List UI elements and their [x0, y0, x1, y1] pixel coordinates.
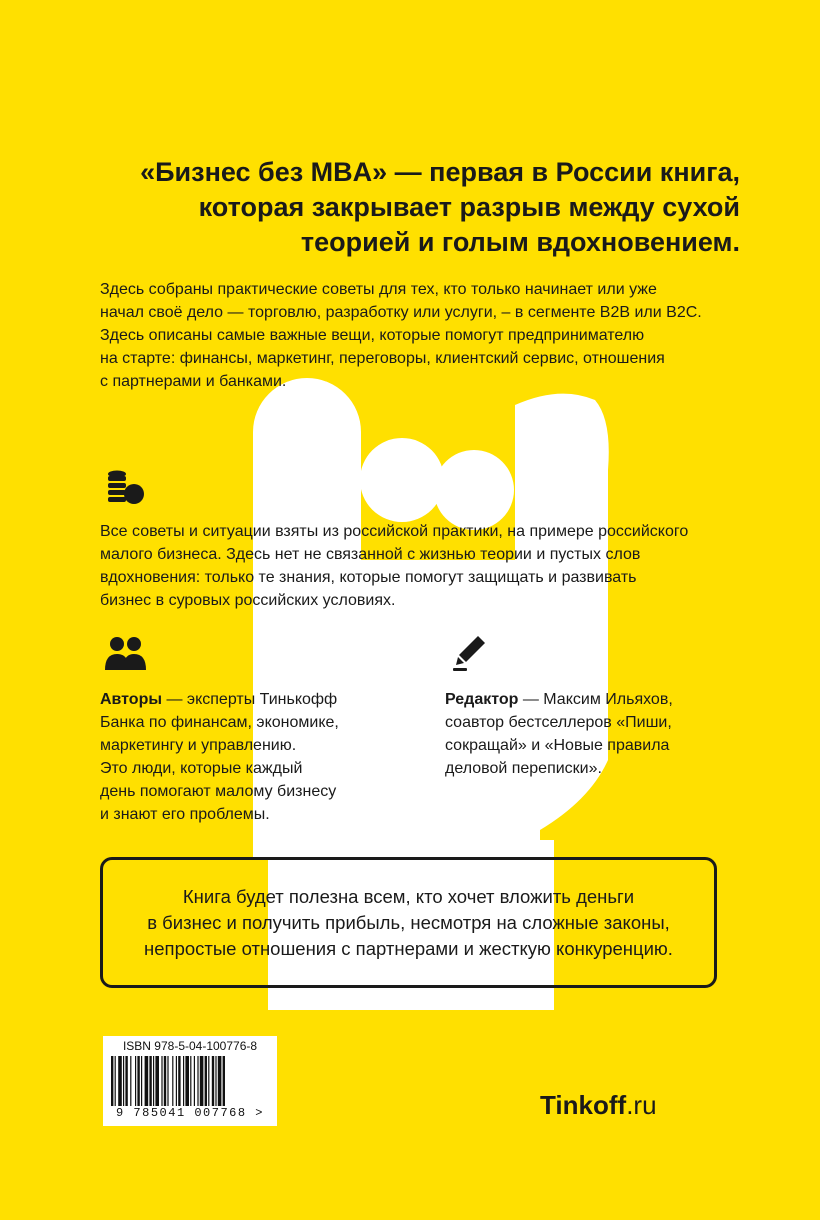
barcode-bars	[109, 1056, 271, 1108]
headline-line: которая закрывает разрыв между сухой	[198, 192, 740, 222]
barcode-digits: 9 785041 007768 >	[116, 1106, 264, 1120]
intro-line: Здесь собраны практические советы для тех, кто только начинает или уже	[100, 281, 657, 298]
callout-box	[100, 857, 717, 988]
intro-line: с партнерами и банками.	[100, 373, 287, 390]
callout-line: Книга будет полезна всем, кто хочет вложить деньги	[182, 885, 635, 907]
authors-line: маркетингу и управлению.	[100, 737, 297, 754]
pen-icon	[452, 634, 488, 674]
practice-line: бизнес в суровых российских условиях.	[100, 592, 396, 609]
editor-line: соавтор бестселлеров «Пиши,	[445, 714, 672, 731]
isbn-number: ISBN 978-5-04-100776-8	[122, 1039, 258, 1053]
editor-line: — Максим Ильяхов,	[518, 691, 673, 708]
editor-line: сокращай» и «Новые правила	[445, 737, 670, 754]
coins-stack-icon	[104, 468, 148, 508]
practice-line: Все советы и ситуации взяты из российской практики, на примере российского	[100, 523, 689, 540]
editor-line: деловой переписки».	[445, 760, 602, 777]
authors-line: — эксперты Тинькофф	[162, 691, 338, 708]
brand-domain: .ru	[626, 1090, 657, 1120]
headline	[100, 155, 740, 260]
headline-line: теорией и голым вдохновением.	[300, 227, 740, 257]
intro-line: Здесь описаны самые важные вещи, которые помогут предпринимателю	[100, 327, 645, 344]
callout-text	[114, 884, 704, 962]
authors-label: Авторы	[100, 691, 163, 708]
practice-paragraph	[100, 520, 740, 612]
authors-line: Это люди, которые каждый	[100, 760, 303, 777]
intro-line: на старте: финансы, маркетинг, переговоры, клиентский сервис, отношения	[100, 350, 665, 367]
brand-name: Tinkoff	[540, 1090, 627, 1120]
tinkoff-logo	[540, 1090, 657, 1121]
authors-line: день помогают малому бизнесу	[100, 783, 337, 800]
callout-line: в бизнес и получить прибыль, несмотря на сложные законы,	[147, 911, 670, 933]
callout-line: непростые отношения с партнерами и жесткую конкуренцию.	[144, 937, 673, 959]
practice-line: малого бизнеса. Здесь нет не связанной с жизнью теории и пустых слов	[100, 546, 641, 563]
practice-line: вдохновения: только те знания, которые помогут защищать и развивать	[100, 569, 637, 586]
intro-paragraph	[100, 278, 740, 393]
headline-line: «Бизнес без MBA» — первая в России книга,	[140, 157, 740, 187]
people-icon	[104, 634, 148, 674]
isbn-barcode	[103, 1036, 277, 1126]
authors-line: и знают его проблемы.	[100, 806, 270, 823]
intro-line: начал своё дело — торговлю, разработку или услуги, – в сегменте B2B или B2C.	[100, 304, 702, 321]
authors-line: Банка по финансам, экономике,	[100, 714, 339, 731]
authors-block	[100, 688, 400, 826]
editor-block	[445, 688, 745, 780]
editor-label: Редактор	[445, 691, 519, 708]
